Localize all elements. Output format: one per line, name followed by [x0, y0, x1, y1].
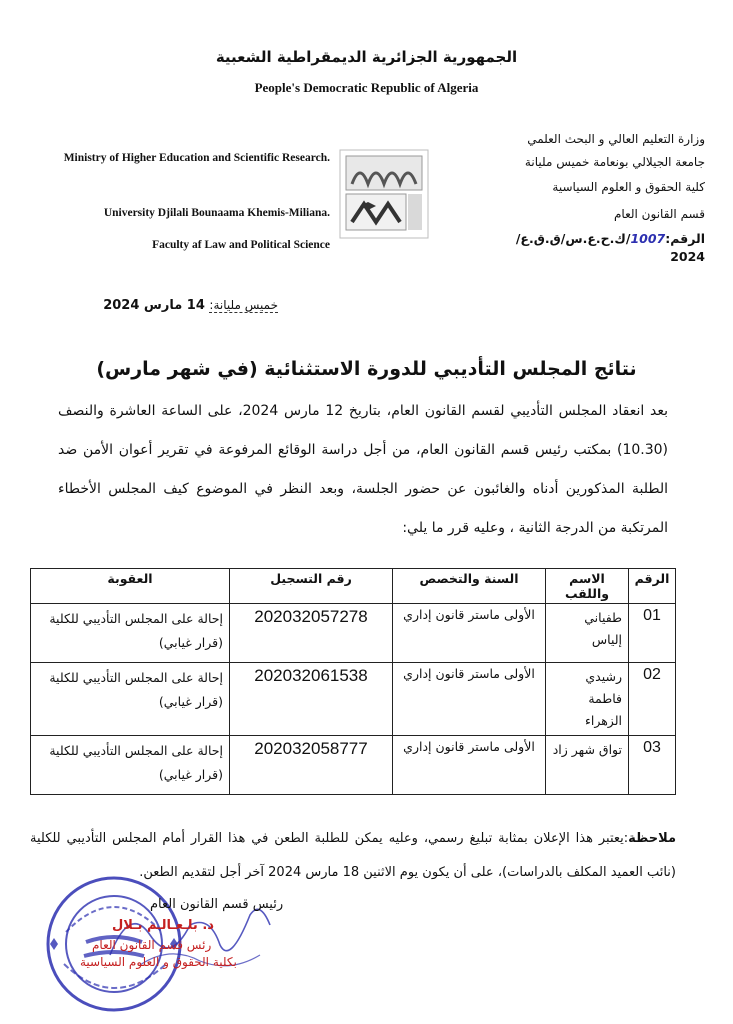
row-year: الأولى ماستر قانون إداري [393, 663, 546, 736]
university-logo [338, 148, 430, 240]
document-title: نتائج المجلس التأديبي للدورة الاستثنائية (في شهر مارس) [96, 358, 637, 380]
table-row [31, 604, 676, 663]
reference-number [490, 230, 705, 266]
ministry-arabic: وزارة التعليم العالي و البحث العلمي [527, 132, 705, 146]
row-reg: 202032057278 [230, 604, 393, 663]
row-reg: 202032058777 [230, 736, 393, 795]
table-row [31, 736, 676, 795]
note-text: :يعتبر هذا الإعلان بمثابة تبليغ رسمي، وعليه يمكن للطلبة الطعن في هذا القرار أمام المجلس التأديبي للكلية (نائب العميد المكلف بالدراسات)، على أن يكون يوم الاثنين 18 مارس 2024 آخر أجل لتقديم الطعن. [30, 831, 676, 880]
header-num: الرقم [629, 569, 676, 604]
signer-name-stamp: د. بلـعـالـم بـلال [112, 918, 214, 933]
table-header-row [31, 569, 676, 604]
row-num: 02 [629, 663, 676, 736]
row-num: 01 [629, 604, 676, 663]
row-penalty: إحالة على المجلس التأديبي للكلية (قرار غيابي) [31, 736, 230, 795]
signatory-role: رئيس قسم القانون العام [150, 897, 284, 912]
row-penalty: إحالة على المجلس التأديبي للكلية (قرار غيابي) [31, 604, 230, 663]
republic-name-arabic: الجمهورية الجزائرية الديمقراطية الشعبية [215, 48, 518, 66]
reference-label: الرقم: [665, 231, 705, 246]
university-english: University Djilali Bounaama Khemis-Miliana. [103, 207, 330, 219]
row-name: تواق شهر زاد [546, 736, 629, 795]
note-label: ملاحظة [628, 831, 676, 846]
date-line [103, 298, 278, 313]
row-name: رشيدي فاطمة الزهراء [546, 663, 629, 736]
header-year: السنة والتخصص [393, 569, 546, 604]
reference-code: /ك.ح.ع.س/ق.ق.ع/ 2024 [515, 231, 705, 264]
row-year: الأولى ماستر قانون إداري [393, 604, 546, 663]
header-reg: رقم التسجيل [230, 569, 393, 604]
header-penalty: العقوبة [31, 569, 230, 604]
row-year: الأولى ماستر قانون إداري [393, 736, 546, 795]
signer-title-stamp: رئس قسم القانون العام [92, 938, 212, 952]
signer-faculty-stamp: بكلية الحقوق و العلوم السياسية [80, 955, 237, 969]
university-arabic: جامعة الجيلالي بونعامة خميس مليانة [524, 155, 705, 169]
body-paragraph: بعد انعقاد المجلس التأديبي لقسم القانون العام، بتاريخ 12 مارس 2024، على الساعة العاشرة والنصف (10.30) بمكتب رئيس قسم القانون العام، من أجل دراسة الوقائع المرفوعة في تقرير أعوان الأمن ضد الطلبة المذكورين أدناه والغائبون عن حضور الجلسة، وبعد النظر في الموضوع كيف المجلس الأخطاء المرتكبة من الدرجة الثانية ، وعليه قرر ما يلي: [58, 403, 669, 536]
reference-handwritten-number: 1007 [630, 231, 666, 246]
row-num: 03 [629, 736, 676, 795]
ministry-english: Ministry of Higher Education and Scientific Research. [63, 152, 330, 164]
table-row [31, 663, 676, 736]
date-place: خميس مليانة: [209, 298, 278, 312]
row-name: طفياني إلياس [546, 604, 629, 663]
header-name: الاسم واللقب [546, 569, 629, 604]
row-reg: 202032061538 [230, 663, 393, 736]
faculty-english: Faculty af Law and Political Science [152, 239, 330, 251]
date-value: 14 مارس 2024 [103, 298, 205, 313]
republic-name-english: People's Democratic Republic of Algeria [254, 80, 479, 95]
department-arabic: قسم القانون العام [614, 207, 705, 221]
results-table [30, 568, 676, 795]
row-penalty: إحالة على المجلس التأديبي للكلية (قرار غيابي) [31, 663, 230, 736]
faculty-arabic: كلية الحقوق و العلوم السياسية [552, 180, 705, 194]
